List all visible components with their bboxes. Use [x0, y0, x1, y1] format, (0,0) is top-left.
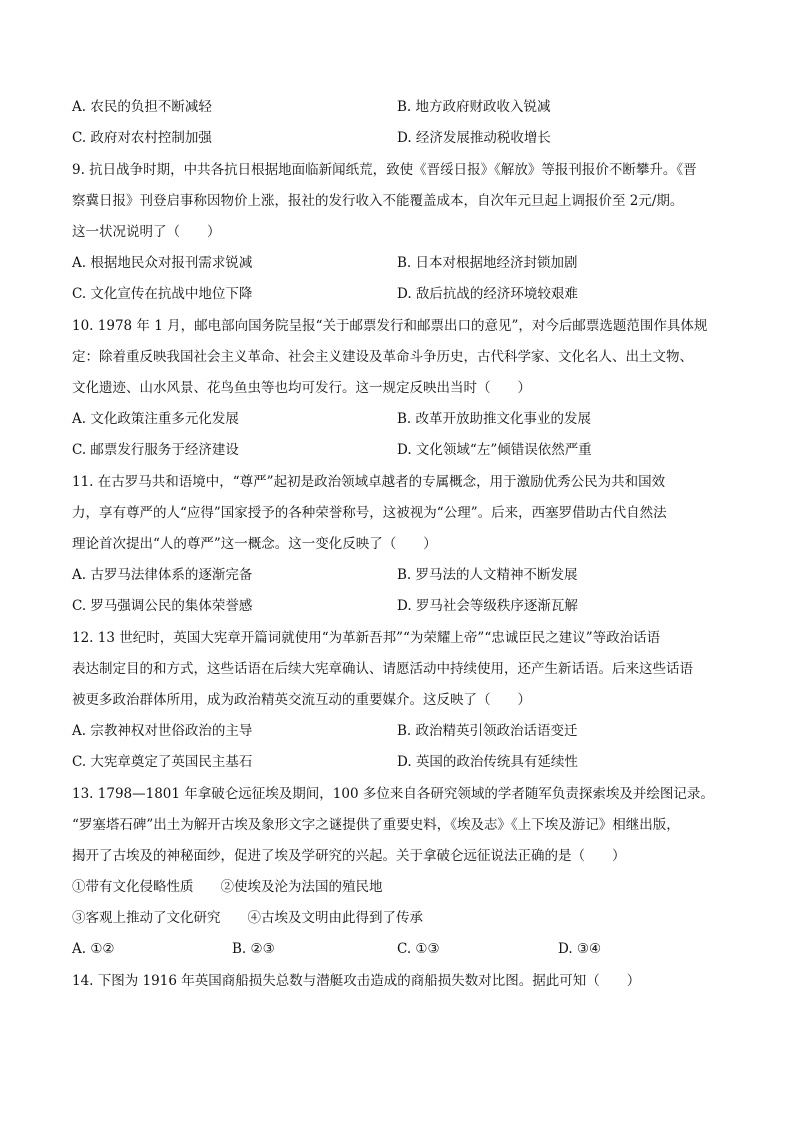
- q13-option-a: A. ①②: [72, 941, 115, 957]
- q11-stem-line-2: 力，享有尊严的人“应得”国家授予的各种荣誉称号，这被视为“公理”。后来，西塞罗借助古代自然法: [72, 505, 667, 521]
- q13-stem-line-2: “罗塞塔石碑”出土为解开古埃及象形文字之谜提供了重要史料，《埃及志》《上下埃及游记》相继出版，: [72, 817, 680, 833]
- q11-stem-line-3: 理论首次提出“人的尊严”这一概念。这一变化反映了（ ）: [72, 536, 437, 552]
- q13-stem-line-3: 揭开了古埃及的神秘面纱，促进了埃及学研究的兴起。关于拿破仑远征说法正确的是（ ）: [72, 848, 626, 864]
- q8-option-c: C. 政府对农村控制加强: [72, 130, 212, 146]
- q10-option-d: D. 文化领域“左”倾错误依然严重: [397, 442, 592, 458]
- q9-stem-line-1: 9. 抗日战争时期，中共各抗日根据地面临新闻纸荒，致使《晋绥日报》《解放》等报刊报价不断攀升。《晋: [72, 162, 697, 178]
- q11-option-c: C. 罗马强调公民的集体荣誉感: [72, 598, 253, 614]
- q10-option-a: A. 文化政策注重多元化发展: [72, 411, 239, 427]
- q9-option-d: D. 敌后抗战的经济环境较艰难: [397, 286, 578, 302]
- q9-option-c: C. 文化宣传在抗战中地位下降: [72, 286, 253, 302]
- q11-option-d: D. 罗马社会等级秩序逐渐瓦解: [397, 598, 578, 614]
- q13-option-b: B. ②③: [232, 941, 275, 957]
- q10-option-c: C. 邮票发行服务于经济建设: [72, 442, 239, 458]
- q12-stem-line-1: 12. 13 世纪时，英国大宪章开篇词就使用“为革新吾邦”“为荣耀上帝”“忠诚臣民之建议”等政治话语: [72, 630, 661, 646]
- q11-option-a: A. 古罗马法律体系的逐渐完备: [72, 567, 253, 583]
- q11-stem-line-1: 11. 在古罗马共和语境中，“尊严”起初是政治领域卓越者的专属概念，用于激励优秀公民为共和国效: [72, 474, 666, 490]
- q10-stem-line-1: 10. 1978 年 1 月，邮电部向国务院呈报“关于邮票发行和邮票出口的意见”，对今后邮票选题范围作具体规: [72, 318, 708, 334]
- q10-stem-line-2: 定：除着重反映我国社会主义革命、社会主义建设及革命斗争历史，古代科学家、文化名人、出土文物、: [72, 349, 693, 365]
- q13-statements-line-1: ①带有文化侵略性质 ②使埃及沦为法国的殖民地: [72, 879, 383, 895]
- q12-option-d: D. 英国的政治传统具有延续性: [397, 754, 578, 770]
- q8-option-a: A. 农民的负担不断减轻: [72, 99, 212, 115]
- q12-stem-line-3: 被更多政治群体所用，成为政治精英交流互动的重要媒介。这反映了（ ）: [72, 692, 531, 708]
- q12-stem-line-2: 表达制定目的和方式，这些话语在后续大宪章确认、请愿活动中持续使用，还产生新话语。后来这些话语: [72, 661, 693, 677]
- q9-stem-line-3: 这一状况说明了（ ）: [72, 224, 221, 240]
- q10-option-b: B. 改革开放助推文化事业的发展: [397, 411, 592, 427]
- q9-stem-line-2: 察冀日报》刊登启事称因物价上涨，报社的发行收入不能覆盖成本，自次年元旦起上调报价至 2元/期。: [72, 193, 684, 209]
- q11-option-b: B. 罗马法的人文精神不断发展: [397, 567, 578, 583]
- q9-option-a: A. 根据地民众对报刊需求锐减: [72, 255, 253, 271]
- q9-option-b: B. 日本对根据地经济封锁加剧: [397, 255, 578, 271]
- q14-stem-line-1: 14. 下图为 1916 年英国商船损失总数与潜艇攻击造成的商船损失数对比图。据此可知（ ）: [72, 973, 641, 989]
- q13-statements-line-2: ③客观上推动了文化研究 ④古埃及文明由此得到了传承: [72, 910, 423, 926]
- q13-stem-line-1: 13. 1798—1801 年拿破仑远征埃及期间，100 多位来自各研究领域的学者随军负责探索埃及并绘图记录。: [72, 786, 714, 802]
- q12-option-a: A. 宗教神权对世俗政治的主导: [72, 723, 253, 739]
- q8-option-d: D. 经济发展推动税收增长: [397, 130, 551, 146]
- q10-stem-line-3: 文化遗迹、山水风景、花鸟鱼虫等也均可发行。这一规定反映出当时（ ）: [72, 380, 531, 396]
- q12-option-c: C. 大宪章奠定了英国民主基石: [72, 754, 253, 770]
- q12-option-b: B. 政治精英引领政治话语变迁: [397, 723, 578, 739]
- q8-option-b: B. 地方政府财政收入锐减: [397, 99, 551, 115]
- q13-option-d: D. ③④: [558, 941, 602, 957]
- q13-option-c: C. ①③: [397, 941, 440, 957]
